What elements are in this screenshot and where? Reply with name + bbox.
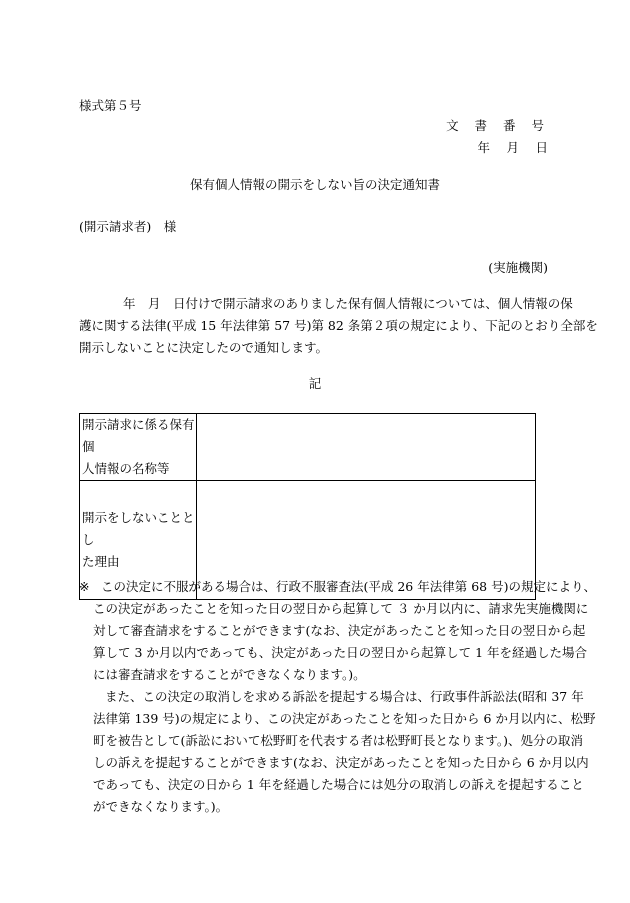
body-paragraph [79, 293, 598, 359]
label-requested-info [80, 414, 197, 481]
body-line: 開示しないことに決定したので通知します。 [79, 340, 329, 355]
label-line: 人情報の名称等 [82, 461, 170, 476]
notes-section [79, 576, 596, 818]
body-line: 護に関する法律(平成 15 年法律第 57 号)第 82 条第２項の規定により、下記のとおり全部を [79, 318, 598, 333]
note-line: には審査請求をすることができなくなります。)。 [93, 667, 366, 682]
body-line: 年 月 日付けで開示請求のありました保有個人情報については、個人情報の保 [123, 296, 573, 311]
recipient-line: (開示請求者) 様 [79, 219, 177, 234]
document-number-label: 文 書 番 号 [446, 118, 550, 133]
note-line: しの訴えを提起することができます(なお、決定があったことを知った日から 6 か月以内 [93, 755, 589, 770]
note-text: この決定に不服がある場合は、行政不服審査法(平成 26 年法律第 68 号)の規定により、 [101, 579, 596, 594]
document-title: 保有個人情報の開示をしない旨の決定通知書 [189, 177, 440, 192]
label-line: た理由 [82, 554, 120, 569]
note-line: 法律第 139 号)の規定により、この決定があったことを知った日から 6 か月以内に、松野 [93, 711, 596, 726]
note-line: 対して審査請求をすることができます(なお、決定があったことを知った日の翌日から起 [93, 623, 586, 638]
note-line: 算して 3 か月以内であっても、決定があった日の翌日から起算して 1 年を経過した場合 [93, 645, 588, 660]
note-line: また、この決定の取消しを求める訴訟を提起する場合は、行政事件訴訟法(昭和 37 年 [105, 689, 584, 704]
label-line: 開示をしないこととし [82, 510, 195, 547]
document-date-label: 年 月 日 [477, 140, 550, 155]
form-number: 様式第５号 [79, 98, 142, 113]
note-line: この決定があったことを知った日の翌日から起算して ３ か月以内に、請求先実施機関に [93, 601, 589, 616]
note-line [79, 576, 596, 598]
implementing-agency: (実施機関) [488, 260, 548, 275]
table-row-requested-info [80, 414, 536, 481]
note-line: であっても、決定の日から 1 年を経過した場合には処分の取消しの訴えを提起すること [93, 777, 584, 792]
label-line: 開示請求に係る保有個 [82, 417, 195, 454]
decision-details-table [79, 413, 536, 600]
note-line: 町を被告として(訴訟において松野町を代表する者は松野町長となります。)、処分の取消 [93, 733, 584, 748]
note-mark: ※ [79, 579, 90, 594]
value-requested-info [197, 414, 536, 481]
ki-heading: 記 [308, 376, 322, 391]
note-line: ができなくなります。)。 [93, 799, 229, 814]
